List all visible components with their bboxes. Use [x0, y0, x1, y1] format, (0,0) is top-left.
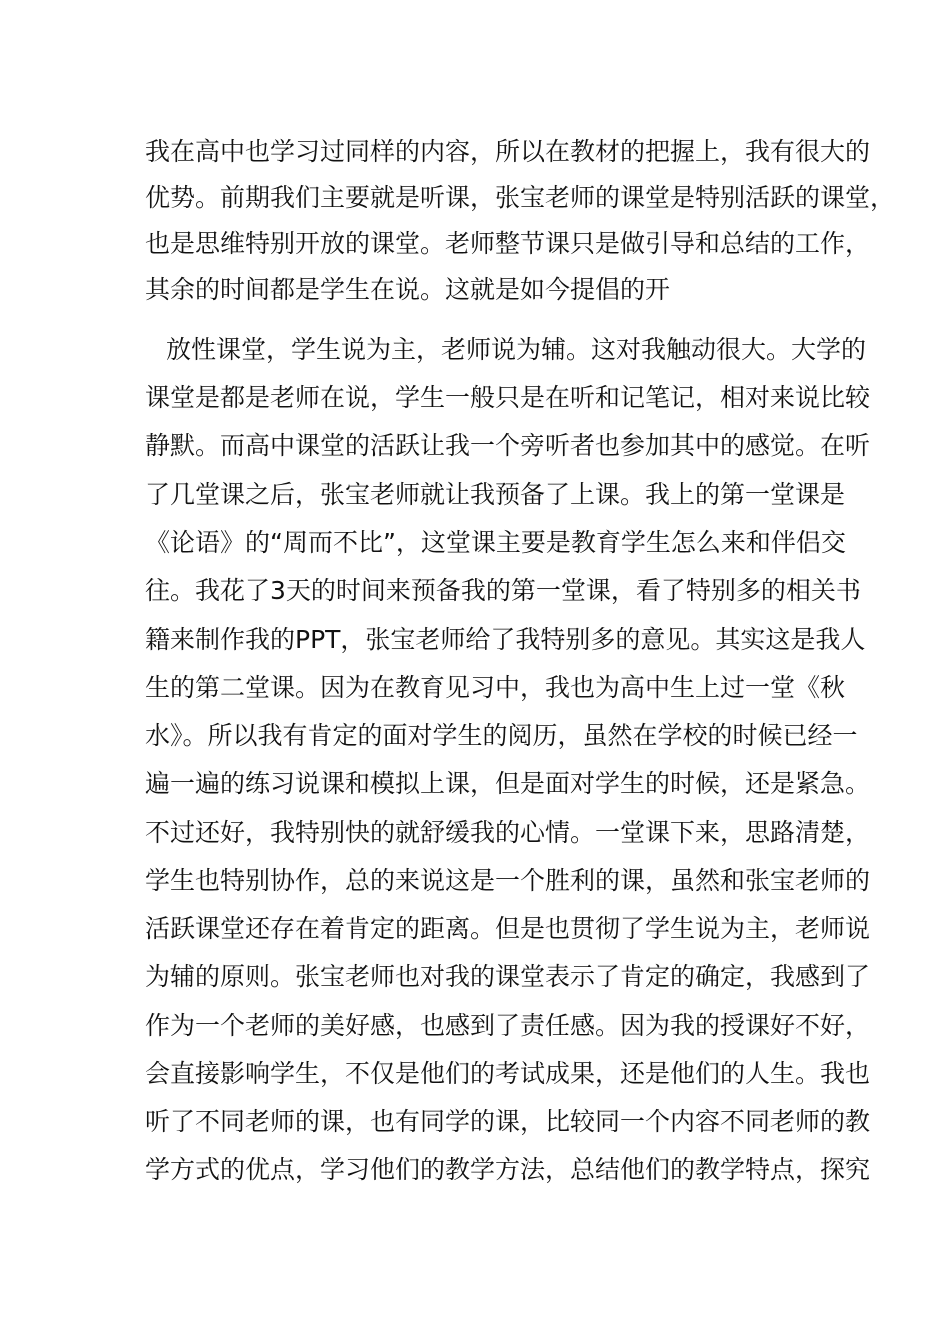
paragraph-2-line-6: 往。我花了3天的时间来预备我的第一堂课，看了特别多的相关书: [145, 576, 861, 605]
paragraph-2-line-13: 活跃课堂还存在着肯定的距离。但是也贯彻了学生说为主，老师说: [145, 914, 871, 943]
paragraph-2-line-2: 课堂是都是老师在说，学生一般只是在听和记笔记，相对来说比较: [145, 383, 871, 412]
paragraph-2-line-15: 作为一个老师的美好感，也感到了责任感。因为我的授课好不好，: [145, 1011, 871, 1040]
paragraph-2-line-5: 《论语》的“周而不比”，这堂课主要是教育学生怎么来和伴侣交: [145, 528, 846, 557]
paragraph-2-line-7: 籍来制作我的PPT，张宝老师给了我特别多的意见。其实这是我人: [145, 625, 866, 654]
paragraph-2-line-10: 遍一遍的练习说课和模拟上课，但是面对学生的时候，还是紧急。: [145, 769, 871, 798]
paragraph-2-line-9: 水》。所以我有肯定的面对学生的阅历，虽然在学校的时候已经一: [145, 721, 858, 750]
paragraph-2-line-4: 了几堂课之后，张宝老师就让我预备了上课。我上的第一堂课是: [145, 480, 846, 509]
paragraph-1-line-1: 我在高中也学习过同样的内容，所以在教材的把握上，我有很大的: [145, 137, 871, 166]
paragraph-2-line-18: 学方式的优点，学习他们的教学方法，总结他们的教学特点，探究: [145, 1155, 871, 1184]
paragraph-2-line-12: 学生也特别协作，总的来说这是一个胜利的课，虽然和张宝老师的: [145, 866, 871, 895]
paragraph-2-line-1: 放性课堂，学生说为主，老师说为辅。这对我触动很大。大学的: [166, 335, 867, 364]
paragraph-2-line-11: 不过还好，我特别快的就舒缓我的心情。一堂课下来，思路清楚，: [145, 818, 871, 847]
paragraph-2-line-16: 会直接影响学生，不仅是他们的考试成果，还是他们的人生。我也: [145, 1059, 871, 1088]
paragraph-2-line-3: 静默。而高中课堂的活跃让我一个旁听者也参加其中的感觉。在听: [145, 431, 871, 460]
paragraph-2-line-14: 为辅的原则。张宝老师也对我的课堂表示了肯定的确定，我感到了: [145, 962, 871, 991]
paragraph-2-line-8: 生的第二堂课。因为在教育见习中，我也为高中生上过一堂《秋: [145, 673, 846, 702]
paragraph-2-line-17: 听了不同老师的课，也有同学的课，比较同一个内容不同老师的教: [145, 1107, 871, 1136]
paragraph-1-line-2: 优势。前期我们主要就是听课，张宝老师的课堂是特别活跃的课堂，: [145, 183, 896, 212]
paragraph-1-line-3: 也是思维特别开放的课堂。老师整节课只是做引导和总结的工作，: [145, 229, 871, 258]
paragraph-1-line-4: 其余的时间都是学生在说。这就是如今提倡的开: [145, 275, 671, 304]
